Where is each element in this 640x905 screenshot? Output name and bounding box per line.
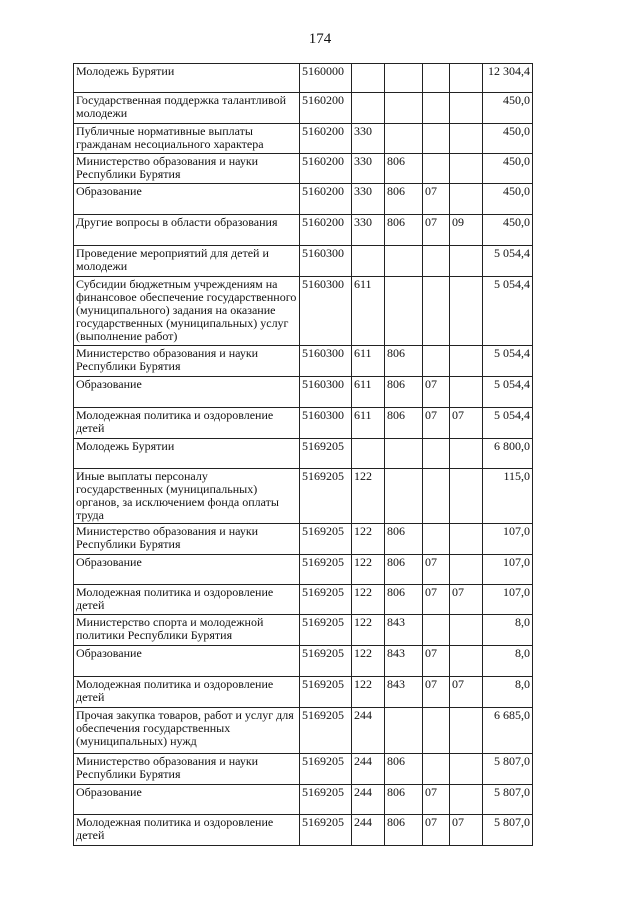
row-grbs-cell [385,124,423,154]
row-sum-cell: 5 054,4 [483,277,533,346]
row-rz-cell [423,346,450,377]
row-rz-cell [423,277,450,346]
row-rz-cell [423,754,450,785]
row-pr-cell: 07 [450,677,483,708]
row-grbs-cell: 806 [385,346,423,377]
table-row [74,615,533,646]
row-csr-cell: 5160200 [300,215,352,246]
table-row [74,277,533,346]
row-vr-cell: 330 [352,154,385,184]
row-name-cell: Молодежь Бурятии [74,439,300,469]
row-sum-cell: 5 054,4 [483,246,533,277]
row-sum-cell: 8,0 [483,615,533,646]
row-rz-cell [423,708,450,754]
row-grbs-cell: 806 [385,408,423,439]
row-rz-cell [423,124,450,154]
row-csr-cell: 5160200 [300,93,352,124]
row-pr-cell [450,785,483,815]
row-name-cell: Образование [74,646,300,677]
row-grbs-cell: 806 [385,815,423,846]
row-grbs-cell: 806 [385,585,423,615]
row-vr-cell: 611 [352,277,385,346]
row-csr-cell: 5169205 [300,439,352,469]
row-pr-cell: 09 [450,215,483,246]
row-sum-cell: 5 807,0 [483,754,533,785]
row-rz-cell: 07 [423,646,450,677]
row-rz-cell: 07 [423,408,450,439]
row-sum-cell: 450,0 [483,184,533,215]
row-sum-cell: 107,0 [483,585,533,615]
row-pr-cell: 07 [450,585,483,615]
row-vr-cell [352,246,385,277]
row-csr-cell: 5169205 [300,815,352,846]
row-vr-cell: 244 [352,815,385,846]
row-csr-cell: 5169205 [300,585,352,615]
row-name-cell: Молодежная политика и оздоровление детей [74,585,300,615]
row-name-cell: Публичные нормативные выплаты гражданам несоциального характера [74,124,300,154]
row-name-cell: Государственная поддержка талантливой молодежи [74,93,300,124]
row-name-cell: Образование [74,377,300,408]
row-rz-cell: 07 [423,677,450,708]
row-csr-cell: 5169205 [300,469,352,524]
row-csr-cell: 5169205 [300,677,352,708]
row-pr-cell: 07 [450,815,483,846]
row-vr-cell: 122 [352,555,385,585]
table-row [74,64,533,93]
row-pr-cell [450,154,483,184]
row-vr-cell: 611 [352,377,385,408]
row-csr-cell: 5169205 [300,524,352,555]
row-csr-cell: 5160300 [300,246,352,277]
row-sum-cell: 5 807,0 [483,785,533,815]
row-grbs-cell: 843 [385,677,423,708]
table-row [74,124,533,154]
row-grbs-cell [385,277,423,346]
row-name-cell: Образование [74,785,300,815]
table-row [74,754,533,785]
row-vr-cell: 611 [352,408,385,439]
row-grbs-cell: 806 [385,785,423,815]
row-csr-cell: 5160300 [300,408,352,439]
row-pr-cell [450,124,483,154]
row-vr-cell [352,93,385,124]
page-number: 174 [308,31,332,47]
row-csr-cell: 5169205 [300,615,352,646]
table-row [74,93,533,124]
row-pr-cell [450,555,483,585]
row-name-cell: Образование [74,555,300,585]
row-csr-cell: 5160000 [300,64,352,93]
row-csr-cell: 5160300 [300,277,352,346]
row-rz-cell [423,64,450,93]
row-pr-cell [450,615,483,646]
row-grbs-cell: 806 [385,184,423,215]
row-sum-cell: 450,0 [483,124,533,154]
row-grbs-cell: 806 [385,524,423,555]
row-rz-cell: 07 [423,785,450,815]
table-row [74,246,533,277]
row-name-cell: Министерство образования и науки Республики Бурятия [74,346,300,377]
row-rz-cell: 07 [423,377,450,408]
row-grbs-cell [385,469,423,524]
row-name-cell: Министерство образования и науки Республики Бурятия [74,524,300,555]
row-name-cell: Прочая закупка товаров, работ и услуг для обеспечения государственных (муниципальных) нужд [74,708,300,754]
row-grbs-cell [385,64,423,93]
row-sum-cell: 115,0 [483,469,533,524]
row-sum-cell: 107,0 [483,555,533,585]
row-vr-cell: 122 [352,677,385,708]
table-row [74,646,533,677]
row-pr-cell [450,246,483,277]
row-rz-cell: 07 [423,815,450,846]
row-csr-cell: 5169205 [300,646,352,677]
row-sum-cell: 12 304,4 [483,64,533,93]
row-vr-cell: 330 [352,184,385,215]
table-row [74,815,533,846]
table-row [74,377,533,408]
table-row [74,585,533,615]
row-pr-cell [450,277,483,346]
row-pr-cell [450,377,483,408]
budget-table [73,63,533,846]
table-row [74,154,533,184]
row-grbs-cell: 806 [385,754,423,785]
row-grbs-cell: 843 [385,615,423,646]
row-csr-cell: 5160200 [300,184,352,215]
row-pr-cell [450,469,483,524]
row-vr-cell: 330 [352,215,385,246]
row-vr-cell: 122 [352,615,385,646]
row-sum-cell: 5 054,4 [483,346,533,377]
row-pr-cell [450,93,483,124]
row-pr-cell [450,754,483,785]
row-pr-cell [450,524,483,555]
table-row [74,785,533,815]
row-csr-cell: 5160200 [300,124,352,154]
row-grbs-cell: 806 [385,154,423,184]
row-sum-cell: 107,0 [483,524,533,555]
table-row [74,408,533,439]
row-sum-cell: 450,0 [483,215,533,246]
row-vr-cell: 122 [352,469,385,524]
row-vr-cell: 244 [352,708,385,754]
row-pr-cell [450,64,483,93]
row-rz-cell: 07 [423,585,450,615]
row-grbs-cell [385,439,423,469]
table-row [74,215,533,246]
row-pr-cell [450,646,483,677]
row-rz-cell [423,439,450,469]
row-grbs-cell: 806 [385,555,423,585]
row-name-cell: Субсидии бюджетным учреждениям на финансовое обеспечение государственного (муниципального) задания на оказание государственных (муниципальных) услуг (выполнение работ) [74,277,300,346]
row-name-cell: Молодежная политика и оздоровление детей [74,815,300,846]
row-grbs-cell: 806 [385,215,423,246]
row-name-cell: Иные выплаты персоналу государственных (муниципальных) органов, за исключением фонда оплаты труда [74,469,300,524]
row-vr-cell [352,64,385,93]
row-rz-cell [423,246,450,277]
table-row [74,677,533,708]
row-rz-cell: 07 [423,184,450,215]
row-sum-cell: 8,0 [483,646,533,677]
row-csr-cell: 5169205 [300,555,352,585]
row-sum-cell: 450,0 [483,154,533,184]
row-pr-cell [450,346,483,377]
row-sum-cell: 5 054,4 [483,408,533,439]
row-csr-cell: 5169205 [300,785,352,815]
table-row [74,439,533,469]
row-sum-cell: 5 054,4 [483,377,533,408]
table-row [74,346,533,377]
row-sum-cell: 6 685,0 [483,708,533,754]
table-row [74,184,533,215]
row-rz-cell [423,93,450,124]
row-vr-cell [352,439,385,469]
row-vr-cell: 122 [352,524,385,555]
row-rz-cell: 07 [423,555,450,585]
table-row [74,524,533,555]
row-name-cell: Молодежь Бурятии [74,64,300,93]
row-vr-cell: 122 [352,646,385,677]
row-rz-cell [423,154,450,184]
row-grbs-cell [385,708,423,754]
row-grbs-cell [385,246,423,277]
table-row [74,708,533,754]
row-vr-cell: 244 [352,785,385,815]
row-grbs-cell: 843 [385,646,423,677]
row-name-cell: Образование [74,184,300,215]
row-name-cell: Молодежная политика и оздоровление детей [74,677,300,708]
row-pr-cell [450,708,483,754]
row-csr-cell: 5169205 [300,708,352,754]
row-csr-cell: 5169205 [300,754,352,785]
row-csr-cell: 5160300 [300,377,352,408]
row-sum-cell: 8,0 [483,677,533,708]
row-rz-cell [423,615,450,646]
row-pr-cell: 07 [450,408,483,439]
row-rz-cell: 07 [423,215,450,246]
row-vr-cell: 611 [352,346,385,377]
row-sum-cell: 6 800,0 [483,439,533,469]
budget-table-body [74,64,533,846]
row-grbs-cell: 806 [385,377,423,408]
row-name-cell: Проведение мероприятий для детей и молодежи [74,246,300,277]
row-name-cell: Министерство образования и науки Республики Бурятия [74,754,300,785]
row-sum-cell: 450,0 [483,93,533,124]
row-sum-cell: 5 807,0 [483,815,533,846]
row-csr-cell: 5160200 [300,154,352,184]
row-rz-cell [423,469,450,524]
row-vr-cell: 244 [352,754,385,785]
row-pr-cell [450,184,483,215]
row-rz-cell [423,524,450,555]
row-pr-cell [450,439,483,469]
row-name-cell: Другие вопросы в области образования [74,215,300,246]
row-name-cell: Министерство образования и науки Республики Бурятия [74,154,300,184]
row-name-cell: Министерство спорта и молодежной политики Республики Бурятия [74,615,300,646]
row-csr-cell: 5160300 [300,346,352,377]
row-grbs-cell [385,93,423,124]
row-vr-cell: 122 [352,585,385,615]
row-name-cell: Молодежная политика и оздоровление детей [74,408,300,439]
table-row [74,555,533,585]
table-row [74,469,533,524]
row-vr-cell: 330 [352,124,385,154]
